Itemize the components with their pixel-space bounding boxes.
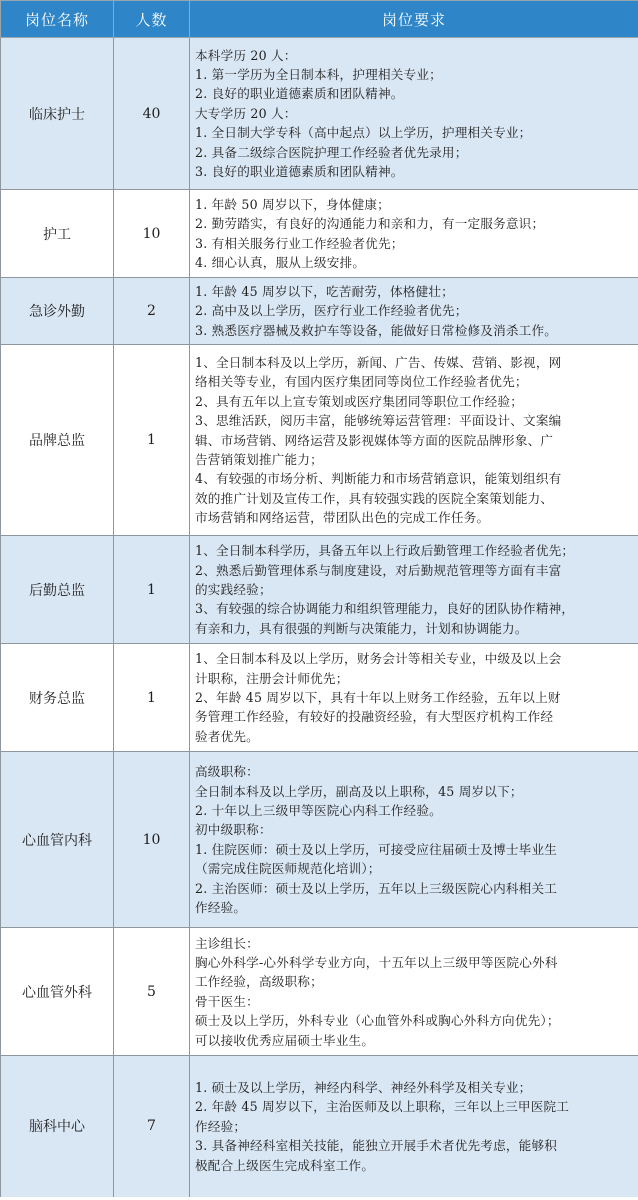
requirement-line: 全日制本科及以上学历，副高及以上职称，45 周岁以下； — [195, 783, 523, 799]
requirement-line: 市场营销和网络运营，带团队出色的完成工作任务。 — [195, 510, 490, 526]
requirement-line: 可以接收优秀应届硕士毕业生。 — [195, 1032, 375, 1048]
headcount: 7 — [114, 1056, 190, 1197]
position-name: 后勤总监 — [1, 536, 114, 644]
requirement-line: 络相关等专业，有国内医疗集团同等岗位工作经验者优先； — [195, 374, 528, 390]
header-requirements: 岗位要求 — [190, 1, 638, 38]
requirement-line: 3. 有相关服务行业工作经验者优先； — [195, 235, 404, 251]
requirement-line: 骨干医生： — [195, 993, 259, 1009]
position-name: 品牌总监 — [1, 345, 114, 536]
table-row — [1, 644, 638, 752]
requirements-cell — [190, 1056, 638, 1197]
requirement-line: 验者优先。 — [195, 728, 259, 744]
table-row — [1, 278, 638, 345]
requirement-line: 1. 年龄 45 周岁以下，吃苦耐劳，体格健壮； — [195, 284, 454, 299]
requirement-line: 2、具有五年以上宣专策划或医疗集团同等职位工作经验； — [195, 393, 524, 409]
position-name: 临床护士 — [1, 38, 114, 190]
position-name: 心血管内科 — [1, 752, 114, 928]
table-row — [1, 345, 638, 536]
header-row — [1, 1, 638, 38]
position-name: 护工 — [1, 190, 114, 278]
requirement-line: 3、有较强的综合协调能力和组织管理能力，良好的团队协作精神， — [195, 601, 575, 617]
headcount: 1 — [114, 644, 190, 752]
requirement-line: 2、熟悉后勤管理体系与制度建设，对后勤规范管理等方面有丰富 — [195, 562, 562, 578]
requirements-cell — [190, 536, 638, 644]
requirement-line: 1、全日制本科及以上学历，财务会计等相关专业，中级及以上会 — [195, 651, 562, 667]
position-name: 心血管外科 — [1, 928, 114, 1056]
requirement-line: 作经验。 — [195, 899, 247, 915]
requirement-line: 极配合上级医生完成科室工作。 — [195, 1157, 375, 1173]
requirement-line: 1. 全日制大学专科（高中起点）以上学历，护理相关专业； — [195, 125, 532, 141]
headcount: 1 — [114, 345, 190, 536]
requirement-line: 初中级职称： — [195, 822, 272, 838]
requirement-line: 1. 第一学历为全日制本科，护理相关专业； — [195, 66, 442, 82]
requirement-line: 3. 熟悉医疗器械及救护车等设备，能做好日常检修及消杀工作。 — [195, 322, 558, 338]
requirement-line: 4. 细心认真，服从上级安排。 — [195, 254, 366, 270]
table-row — [1, 752, 638, 928]
requirement-line: 2. 勤劳踏实，有良好的沟通能力和亲和力，有一定服务意识； — [195, 216, 545, 232]
requirement-line: 作经验； — [195, 1118, 247, 1134]
table-row — [1, 928, 638, 1056]
position-name: 急诊外勤 — [1, 278, 114, 345]
table-row — [1, 38, 638, 190]
requirement-line: 2. 主治医师：硕士及以上学历，五年以上三级医院心内科相关工 — [195, 880, 558, 896]
requirements-cell — [190, 190, 638, 278]
requirement-line: 辑、市场营销、网络运营及影视媒体等方面的医院品牌形象、广 — [195, 432, 554, 448]
requirement-line: 务管理工作经验，有较好的投融资经验，有大型医疗机构工作经 — [195, 709, 554, 725]
requirement-line: 3、思维活跃，阅历丰富，能够统筹运营管理：平面设计、文案编 — [195, 413, 562, 429]
requirements-cell — [190, 345, 638, 536]
requirement-line: 1. 年龄 50 周岁以下，身体健康； — [195, 196, 390, 212]
header-count: 人数 — [114, 1, 190, 38]
headcount: 10 — [114, 190, 190, 278]
requirement-line: 2. 年龄 45 周岁以下，主治医师及以上职称，三年以上三甲医院工 — [195, 1099, 570, 1115]
requirements-cell — [190, 928, 638, 1056]
requirement-line: 4、有较强的市场分析、判断能力和市场营销意识，能策划组织有 — [195, 471, 562, 487]
header-position: 岗位名称 — [1, 1, 114, 38]
requirements-cell — [190, 752, 638, 928]
requirement-line: 高级职称： — [195, 764, 259, 780]
requirement-line: 的实践经验； — [195, 582, 272, 598]
headcount: 10 — [114, 752, 190, 928]
requirement-line: 大专学历 20 人： — [195, 105, 297, 121]
position-name: 脑科中心 — [1, 1056, 114, 1197]
requirement-line: 2、年龄 45 周岁以下，具有十年以上财务工作经验，五年以上财 — [195, 690, 561, 706]
requirement-line: 3. 具备神经科室相关技能，能独立开展手术者优先考虑，能够积 — [195, 1138, 558, 1154]
requirement-line: 本科学历 20 人： — [195, 47, 297, 63]
requirement-line: 3. 良好的职业道德素质和团队精神。 — [195, 164, 404, 180]
position-name: 财务总监 — [1, 644, 114, 752]
requirement-line: 1. 住院医师：硕士及以上学历，可接受应往届硕士及博士毕业生 — [195, 841, 558, 857]
table-row — [1, 536, 638, 644]
requirements-cell — [190, 38, 638, 190]
requirement-line: 2. 良好的职业道德素质和团队精神。 — [195, 86, 404, 102]
headcount: 2 — [114, 278, 190, 345]
requirement-line: 胸心外科学-心外科学专业方向，十五年以上三级甲等医院心外科 — [195, 954, 558, 970]
requirement-line: （需完成住院医师规范化培训）； — [195, 861, 381, 877]
requirement-line: 2. 十年以上三级甲等医院心内科工作经验。 — [195, 802, 442, 818]
requirement-line: 2. 高中及以上学历，医疗行业工作经验者优先； — [195, 303, 468, 319]
requirement-line: 1、全日制本科学历，具备五年以上行政后勤管理工作经验者优先； — [195, 543, 575, 559]
headcount: 40 — [114, 38, 190, 190]
requirement-line: 1. 硕士及以上学历，神经内科学、神经外科学及相关专业； — [195, 1079, 532, 1095]
requirement-line: 2. 具备二级综合医院护理工作经验者优先录用； — [195, 144, 468, 160]
requirement-line: 告营销策划推广能力； — [195, 451, 323, 467]
table-row — [1, 190, 638, 278]
headcount: 5 — [114, 928, 190, 1056]
headcount: 1 — [114, 536, 190, 644]
requirements-cell — [190, 644, 638, 752]
requirement-line: 计职称，注册会计师优先； — [195, 670, 349, 686]
requirement-line: 1、全日制本科及以上学历，新闻、广告、传媒、营销、影视，网 — [195, 354, 562, 370]
requirement-line: 硕士及以上学历，外科专业（心血管外科或胸心外科方向优先）； — [195, 1013, 560, 1029]
requirements-cell — [190, 278, 638, 345]
requirement-line: 效的推广计划及宣传工作，具有较强实践的医院全案策划能力、 — [195, 490, 554, 506]
requirement-line: 有亲和力，具有很强的判断与决策能力，计划和协调能力。 — [195, 620, 528, 636]
table-row — [1, 1056, 638, 1197]
requirement-line: 主诊组长： — [195, 935, 259, 951]
requirement-line: 工作经验，高级职称； — [195, 974, 323, 990]
